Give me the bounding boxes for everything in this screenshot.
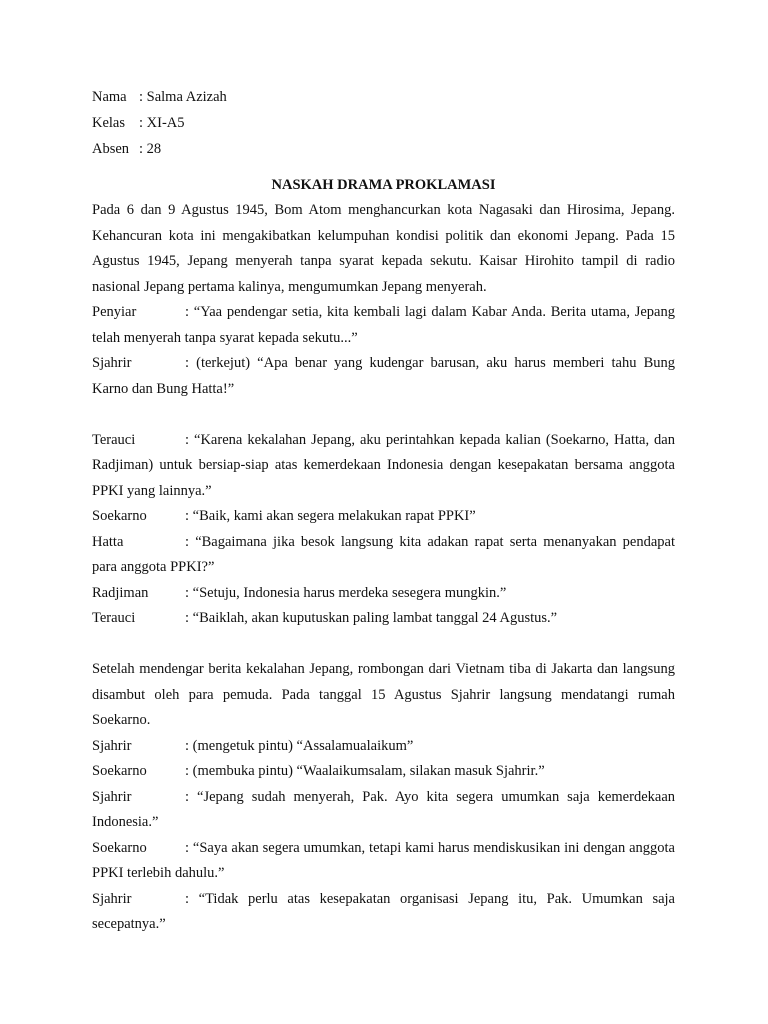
class-value: : XI-A5: [139, 115, 185, 131]
dialogue-text: : “Karena kekalahan Jepang, aku perintahkan kepada kalian (Soekarno, Hatta, dan Radjiman) untuk bersiap-siap atas kemerdekaan Indonesia dengan kesepakatan bersama anggota PPKI yang lainnya.”: [92, 431, 675, 499]
dialogue-text: : “Jepang sudah menyerah, Pak. Ayo kita segera umumkan saja kemerdekaan Indonesia.”: [92, 788, 675, 830]
speaker-name: Hatta: [92, 533, 124, 550]
class-label: Kelas: [92, 115, 126, 131]
narration-paragraph: Setelah mendengar berita kekalahan Jepang, rombongan dari Vietnam tiba di Jakarta dan langsung disambut oleh para pemuda. Pada tanggal 15 Agustus Sjahrir langsung mendatangi rumah Soekarno.: [92, 661, 675, 728]
dialogue-text: : (terkejut) “Apa benar yang kudengar barusan, aku harus memberi tahu Bung Karno dan Bung Hatta!”: [92, 355, 675, 397]
dialogue-line: [92, 759, 675, 785]
speaker-name: Sjahrir: [92, 355, 132, 371]
speaker-name: Sjahrir: [92, 788, 132, 805]
speaker-name: Soekarno: [92, 508, 147, 524]
dialogue-text: : “Tidak perlu atas kesepakatan organisasi Jepang itu, Pak. Umumkan saja secepatnya.”: [92, 890, 675, 932]
dialogue-line: [92, 581, 675, 607]
dialogue-text: : “Setuju, Indonesia harus merdeka sesegera mungkin.”: [185, 584, 507, 601]
dialogue-line: [92, 504, 675, 530]
dialogue-line: [92, 785, 675, 836]
intro-paragraph: Pada 6 dan 9 Agustus 1945, Bom Atom menghancurkan kota Nagasaki dan Hirosima, Jepang. Kehancuran kota ini mengakibatkan kelumpuhan kondisi politik dan ekonomi Jepang. Pada 15 Agustus 1945, Jepang menyerah tanpa syarat kepada sekutu. Kaisar Hirohito tampil di radio nasional Jepang pertama kalinya, mengumumkan Jepang menyerah.: [92, 202, 675, 295]
attendance-row: [92, 136, 675, 162]
dialogue-text: : (membuka pintu) “Waalaikumsalam, silakan masuk Sjahrir.”: [185, 763, 545, 779]
dialogue-text: : “Saya akan segera umumkan, tetapi kami harus mendiskusikan ini dengan anggota PPKI terlebih dahulu.”: [92, 839, 675, 881]
dialogue-line: [92, 836, 675, 887]
dialogue-text: : “Yaa pendengar setia, kita kembali lagi dalam Kabar Anda. Berita utama, Jepang telah menyerah tanpa syarat kepada sekutu...”: [92, 304, 675, 346]
speaker-name: Penyiar: [92, 304, 137, 320]
scene-3: [92, 734, 675, 938]
attendance-label: Absen: [92, 141, 130, 157]
class-row: [92, 110, 675, 136]
attendance-value: : 28: [139, 141, 162, 157]
speaker-name: Radjiman: [92, 584, 149, 601]
document-page: [92, 84, 675, 938]
dialogue-text: : “Bagaimana jika besok langsung kita adakan rapat serta menanyakan pendapat para anggota PPKI?”: [92, 533, 675, 575]
dialogue-line: [92, 734, 675, 760]
student-info: [92, 84, 675, 162]
speaker-name: Soekarno: [92, 763, 147, 779]
scene-1: [92, 300, 675, 402]
dialogue-line: [92, 887, 675, 938]
speaker-name: Terauci: [92, 610, 136, 626]
spacer: [92, 632, 675, 658]
dialogue-line: [92, 530, 675, 581]
document-title: NASKAH DRAMA PROKLAMASI: [271, 177, 496, 193]
name-row: [92, 84, 675, 110]
dialogue-line: [92, 606, 675, 632]
dialogue-line: [92, 351, 675, 402]
scene-2: [92, 428, 675, 632]
speaker-name: Terauci: [92, 431, 136, 448]
spacer: [92, 402, 675, 428]
speaker-name: Sjahrir: [92, 737, 132, 754]
dialogue-text: : “Baiklah, akan kuputuskan paling lambat tanggal 24 Agustus.”: [185, 610, 558, 626]
speaker-name: Soekarno: [92, 839, 147, 856]
name-value: : Salma Azizah: [139, 89, 227, 105]
name-label: Nama: [92, 89, 127, 105]
speaker-name: Sjahrir: [92, 890, 132, 907]
dialogue-text: : (mengetuk pintu) “Assalamualaikum”: [185, 737, 414, 754]
dialogue-text: : “Baik, kami akan segera melakukan rapat PPKI”: [185, 508, 476, 524]
dialogue-line: [92, 428, 675, 505]
dialogue-line: [92, 300, 675, 351]
